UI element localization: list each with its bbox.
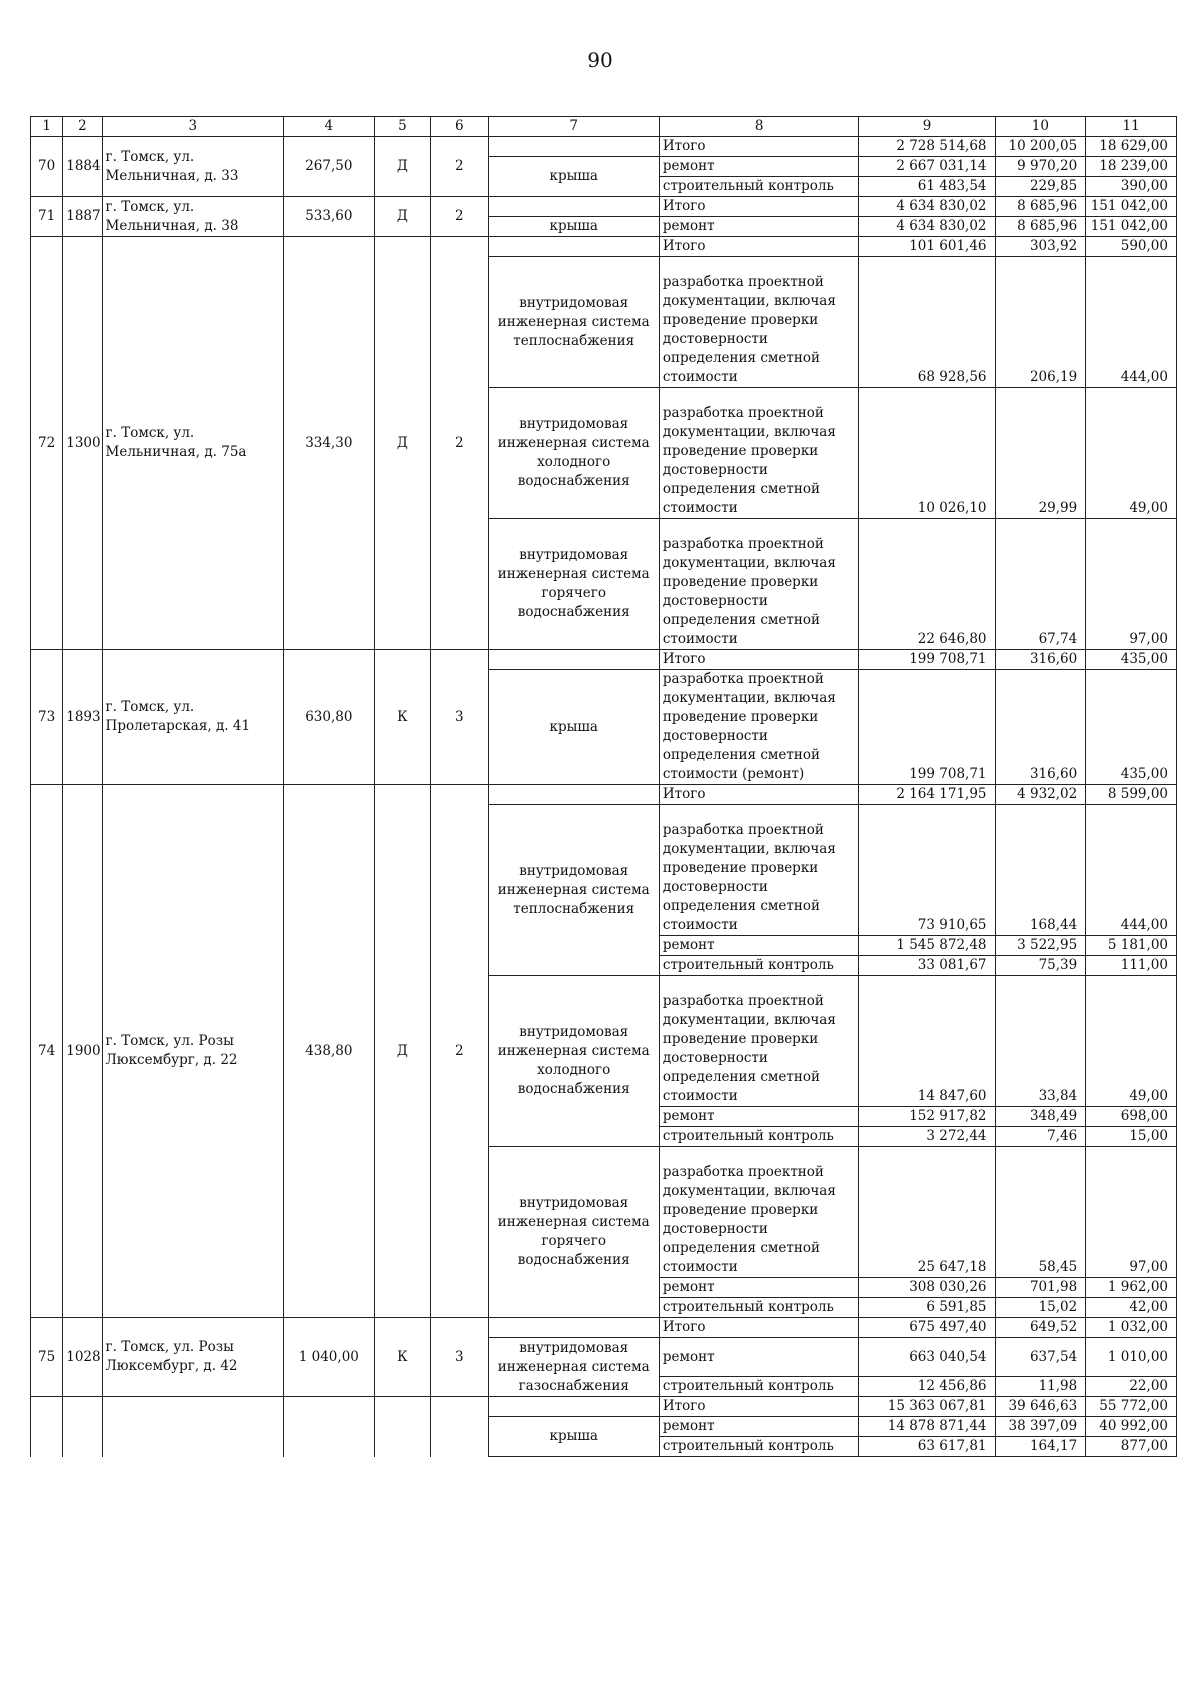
cost-per-sqm: 8 685,96 (995, 197, 1086, 217)
row-number: 75 (31, 1318, 63, 1397)
cost-limit: 18 629,00 (1086, 137, 1177, 157)
cost-per-sqm: 75,39 (995, 956, 1086, 976)
cost-limit: 444,00 (1086, 257, 1177, 388)
row-number: 72 (31, 237, 63, 650)
cost-total: 663 040,54 (859, 1338, 995, 1377)
building-address: г. Томск, ул. Мельничная, д. 38 (102, 197, 283, 237)
work-type: ремонт (659, 1107, 859, 1127)
building-area: 533,60 (283, 197, 374, 237)
system-name: внутридомовая инженерная система теплоснабжения (488, 257, 659, 388)
cost-total: 199 708,71 (859, 670, 995, 785)
cost-total: 2 728 514,68 (859, 137, 995, 157)
cost-per-sqm: 164,17 (995, 1437, 1086, 1457)
cost-total: 308 030,26 (859, 1278, 995, 1298)
cost-total: 6 591,85 (859, 1298, 995, 1318)
work-type: Итого (659, 137, 859, 157)
cost-limit: 97,00 (1086, 519, 1177, 650)
table-row (31, 137, 1177, 157)
cost-limit: 1 032,00 (1086, 1318, 1177, 1338)
cost-total: 12 456,86 (859, 1377, 995, 1397)
building-type: Д (374, 785, 430, 1318)
building-area: 334,30 (283, 237, 374, 650)
cost-per-sqm: 15,02 (995, 1298, 1086, 1318)
cost-per-sqm: 58,45 (995, 1147, 1086, 1278)
system-cell-empty (488, 650, 659, 670)
table-row (31, 650, 1177, 670)
work-type: строительный контроль (659, 1377, 859, 1397)
cost-total: 199 708,71 (859, 650, 995, 670)
cost-limit: 151 042,00 (1086, 197, 1177, 217)
cost-per-sqm: 7,46 (995, 1127, 1086, 1147)
building-code: 1884 (63, 137, 102, 197)
work-type: разработка проектной документации, включая проведение проверки достоверности определения сметной стоимости (659, 519, 859, 650)
cost-per-sqm: 637,54 (995, 1338, 1086, 1377)
cost-per-sqm: 229,85 (995, 177, 1086, 197)
building-floors: 3 (431, 1318, 488, 1397)
building-floors: 3 (431, 650, 488, 785)
cost-total: 63 617,81 (859, 1437, 995, 1457)
cost-total: 68 928,56 (859, 257, 995, 388)
capital-repair-table (30, 116, 1177, 1457)
work-type: ремонт (659, 936, 859, 956)
cost-total: 10 026,10 (859, 388, 995, 519)
building-address: г. Томск, ул. Розы Люксембург, д. 42 (102, 1318, 283, 1397)
building-floors: 2 (431, 785, 488, 1318)
work-type: ремонт (659, 1417, 859, 1437)
column-header: 1 (31, 117, 63, 137)
work-type: разработка проектной документации, включая проведение проверки достоверности определения сметной стоимости (659, 388, 859, 519)
work-type: Итого (659, 197, 859, 217)
cost-total: 25 647,18 (859, 1147, 995, 1278)
building-code-empty (63, 1397, 102, 1457)
building-floors: 2 (431, 137, 488, 197)
cost-limit: 151 042,00 (1086, 217, 1177, 237)
cost-per-sqm: 8 685,96 (995, 217, 1086, 237)
cost-total: 2 667 031,14 (859, 157, 995, 177)
system-cell-empty (488, 785, 659, 805)
cost-limit: 15,00 (1086, 1127, 1177, 1147)
work-type: строительный контроль (659, 1437, 859, 1457)
work-type: разработка проектной документации, включая проведение проверки достоверности определения сметной стоимости (ремонт) (659, 670, 859, 785)
system-name: внутридомовая инженерная система газоснабжения (488, 1338, 659, 1397)
building-code: 1900 (63, 785, 102, 1318)
cost-limit: 8 599,00 (1086, 785, 1177, 805)
building-type: К (374, 1318, 430, 1397)
work-type: ремонт (659, 157, 859, 177)
column-header: 11 (1086, 117, 1177, 137)
cost-limit: 390,00 (1086, 177, 1177, 197)
cost-per-sqm: 168,44 (995, 805, 1086, 936)
cost-limit: 698,00 (1086, 1107, 1177, 1127)
cost-per-sqm: 206,19 (995, 257, 1086, 388)
cost-total: 101 601,46 (859, 237, 995, 257)
page-number: 90 (587, 48, 613, 72)
table-row (31, 237, 1177, 257)
row-number: 74 (31, 785, 63, 1318)
cost-total: 22 646,80 (859, 519, 995, 650)
cost-limit: 1 962,00 (1086, 1278, 1177, 1298)
cost-total: 61 483,54 (859, 177, 995, 197)
building-code: 1028 (63, 1318, 102, 1397)
column-header: 10 (995, 117, 1086, 137)
system-name: крыша (488, 670, 659, 785)
column-header: 9 (859, 117, 995, 137)
cost-per-sqm: 9 970,20 (995, 157, 1086, 177)
cost-limit: 18 239,00 (1086, 157, 1177, 177)
building-code: 1300 (63, 237, 102, 650)
work-type: Итого (659, 237, 859, 257)
row-number: 71 (31, 197, 63, 237)
cost-total: 14 847,60 (859, 976, 995, 1107)
building-floors: 2 (431, 237, 488, 650)
table-row (31, 1397, 1177, 1417)
cost-limit: 42,00 (1086, 1298, 1177, 1318)
cost-per-sqm: 33,84 (995, 976, 1086, 1107)
work-type: ремонт (659, 217, 859, 237)
system-name: внутридомовая инженерная система холодного водоснабжения (488, 976, 659, 1147)
cost-per-sqm: 4 932,02 (995, 785, 1086, 805)
cost-per-sqm: 316,60 (995, 670, 1086, 785)
building-address: г. Томск, ул. Розы Люксембург, д. 22 (102, 785, 283, 1318)
building-type: Д (374, 137, 430, 197)
system-name: внутридомовая инженерная система теплоснабжения (488, 805, 659, 976)
work-type: разработка проектной документации, включая проведение проверки достоверности определения сметной стоимости (659, 257, 859, 388)
work-type: ремонт (659, 1278, 859, 1298)
cost-total: 2 164 171,95 (859, 785, 995, 805)
cost-per-sqm: 29,99 (995, 388, 1086, 519)
cost-limit: 49,00 (1086, 976, 1177, 1107)
building-type-empty (374, 1397, 430, 1457)
cost-total: 33 081,67 (859, 956, 995, 976)
column-header: 3 (102, 117, 283, 137)
column-header: 4 (283, 117, 374, 137)
cost-per-sqm: 3 522,95 (995, 936, 1086, 956)
cost-per-sqm: 10 200,05 (995, 137, 1086, 157)
row-number-empty (31, 1397, 63, 1457)
system-cell-empty (488, 1397, 659, 1417)
cost-total: 73 910,65 (859, 805, 995, 936)
cost-per-sqm: 316,60 (995, 650, 1086, 670)
building-area: 267,50 (283, 137, 374, 197)
work-type: Итого (659, 1397, 859, 1417)
cost-limit: 435,00 (1086, 650, 1177, 670)
building-address-empty (102, 1397, 283, 1457)
cost-limit: 22,00 (1086, 1377, 1177, 1397)
cost-limit: 49,00 (1086, 388, 1177, 519)
building-type: Д (374, 237, 430, 650)
system-name: крыша (488, 1417, 659, 1457)
cost-total: 4 634 830,02 (859, 197, 995, 217)
building-address: г. Томск, ул. Мельничная, д. 75а (102, 237, 283, 650)
work-type: строительный контроль (659, 956, 859, 976)
cost-limit: 111,00 (1086, 956, 1177, 976)
system-cell-empty (488, 137, 659, 157)
work-type: разработка проектной документации, включая проведение проверки достоверности определения сметной стоимости (659, 805, 859, 936)
work-type: разработка проектной документации, включая проведение проверки достоверности определения сметной стоимости (659, 1147, 859, 1278)
cost-per-sqm: 348,49 (995, 1107, 1086, 1127)
cost-limit: 444,00 (1086, 805, 1177, 936)
column-header-row (31, 117, 1177, 137)
system-cell-empty (488, 197, 659, 217)
cost-total: 1 545 872,48 (859, 936, 995, 956)
work-type: строительный контроль (659, 177, 859, 197)
cost-limit: 435,00 (1086, 670, 1177, 785)
cost-limit: 40 992,00 (1086, 1417, 1177, 1437)
building-code: 1893 (63, 650, 102, 785)
work-type: Итого (659, 1318, 859, 1338)
cost-per-sqm: 39 646,63 (995, 1397, 1086, 1417)
cost-limit: 877,00 (1086, 1437, 1177, 1457)
system-cell-empty (488, 1318, 659, 1338)
table-row (31, 1318, 1177, 1338)
building-code: 1887 (63, 197, 102, 237)
column-header: 2 (63, 117, 102, 137)
work-type: строительный контроль (659, 1127, 859, 1147)
system-name: внутридомовая инженерная система холодного водоснабжения (488, 388, 659, 519)
building-area: 438,80 (283, 785, 374, 1318)
building-type: К (374, 650, 430, 785)
work-type: разработка проектной документации, включая проведение проверки достоверности определения сметной стоимости (659, 976, 859, 1107)
system-name: внутридомовая инженерная система горячего водоснабжения (488, 1147, 659, 1318)
building-type: Д (374, 197, 430, 237)
column-header: 6 (431, 117, 488, 137)
cost-total: 14 878 871,44 (859, 1417, 995, 1437)
building-address: г. Томск, ул. Мельничная, д. 33 (102, 137, 283, 197)
table-row (31, 197, 1177, 217)
cost-per-sqm: 701,98 (995, 1278, 1086, 1298)
building-area: 630,80 (283, 650, 374, 785)
building-area-empty (283, 1397, 374, 1457)
cost-per-sqm: 303,92 (995, 237, 1086, 257)
cost-per-sqm: 67,74 (995, 519, 1086, 650)
cost-total: 675 497,40 (859, 1318, 995, 1338)
cost-limit: 55 772,00 (1086, 1397, 1177, 1417)
cost-limit: 1 010,00 (1086, 1338, 1177, 1377)
system-name: внутридомовая инженерная система горячего водоснабжения (488, 519, 659, 650)
column-header: 5 (374, 117, 430, 137)
cost-limit: 97,00 (1086, 1147, 1177, 1278)
cost-per-sqm: 11,98 (995, 1377, 1086, 1397)
row-number: 73 (31, 650, 63, 785)
work-type: ремонт (659, 1338, 859, 1377)
cost-total: 4 634 830,02 (859, 217, 995, 237)
system-cell-empty (488, 237, 659, 257)
column-header: 7 (488, 117, 659, 137)
building-floors-empty (431, 1397, 488, 1457)
cost-per-sqm: 649,52 (995, 1318, 1086, 1338)
cost-total: 15 363 067,81 (859, 1397, 995, 1417)
cost-total: 152 917,82 (859, 1107, 995, 1127)
cost-total: 3 272,44 (859, 1127, 995, 1147)
building-floors: 2 (431, 197, 488, 237)
table-row (31, 785, 1177, 805)
cost-limit: 590,00 (1086, 237, 1177, 257)
building-area: 1 040,00 (283, 1318, 374, 1397)
column-header: 8 (659, 117, 859, 137)
row-number: 70 (31, 137, 63, 197)
work-type: Итого (659, 785, 859, 805)
cost-limit: 5 181,00 (1086, 936, 1177, 956)
system-name: крыша (488, 217, 659, 237)
building-address: г. Томск, ул. Пролетарская, д. 41 (102, 650, 283, 785)
cost-per-sqm: 38 397,09 (995, 1417, 1086, 1437)
work-type: Итого (659, 650, 859, 670)
system-name: крыша (488, 157, 659, 197)
work-type: строительный контроль (659, 1298, 859, 1318)
